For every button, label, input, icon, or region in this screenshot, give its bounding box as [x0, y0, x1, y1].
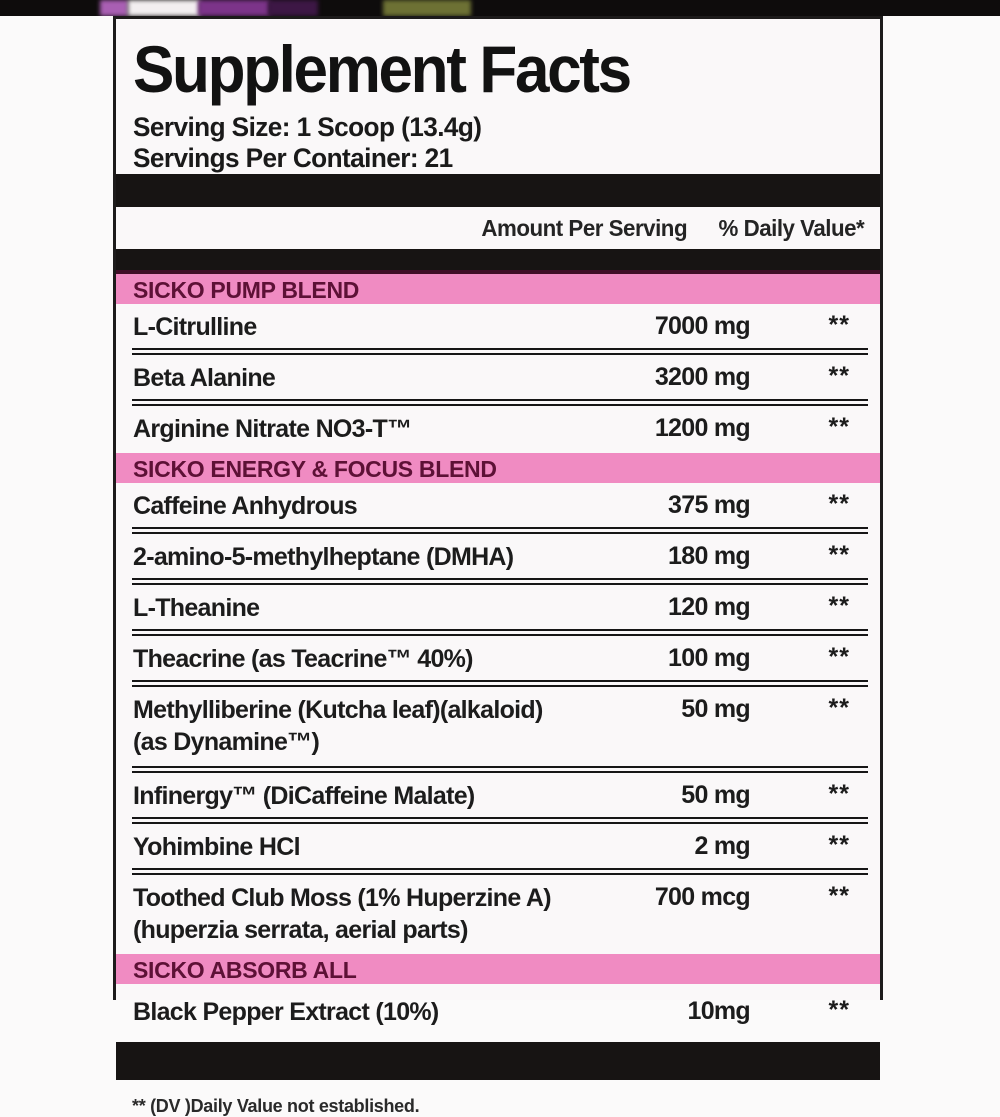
ingredient-amount: 2 mg	[694, 832, 750, 861]
ingredient-name: Methylliberine (Kutcha leaf)(alkaloid)	[133, 696, 543, 725]
ingredient-amount: 1200 mg	[654, 414, 750, 443]
ingredient-amount: 50 mg	[681, 695, 750, 724]
ingredient-name: Theacrine (as Teacrine™ 40%)	[133, 645, 473, 674]
column-header-row	[116, 207, 880, 249]
ingredient-row	[116, 824, 880, 866]
ingredient-row	[116, 304, 880, 346]
ingredient-row	[116, 355, 880, 397]
dv-value: **	[828, 413, 850, 442]
serving-block	[116, 19, 880, 174]
ingredient-name-line2: (as Dynamine™)	[133, 728, 320, 757]
ingredient-name: Caffeine Anhydrous	[133, 492, 357, 521]
daily-value-footnote: ** (DV )Daily Value not established.	[132, 1096, 420, 1117]
ingredient-row	[116, 406, 880, 453]
ingredient-row	[116, 636, 880, 678]
ingredient-row	[116, 687, 880, 764]
servings-per-container-text: Servings Per Container: 21	[133, 143, 453, 174]
dv-value: **	[828, 490, 850, 519]
row-separator	[132, 680, 868, 687]
dv-value: **	[828, 831, 850, 860]
section-header-pump-blend: SICKO PUMP BLEND	[116, 270, 880, 304]
column-header-daily-value: % Daily Value*	[718, 214, 864, 241]
row-separator	[132, 629, 868, 636]
dv-value: **	[828, 541, 850, 570]
photo-olive-patch	[383, 0, 471, 16]
ingredient-row	[116, 534, 880, 576]
row-separator	[132, 527, 868, 534]
ingredient-name: Black Pepper Extract (10%)	[133, 998, 439, 1027]
ingredient-amount: 120 mg	[668, 593, 750, 622]
ingredient-amount: 375 mg	[668, 491, 750, 520]
dv-value: **	[828, 362, 850, 391]
ingredient-row	[116, 875, 880, 954]
ingredient-name-group	[133, 882, 620, 946]
page-title: Supplement Facts	[133, 32, 630, 106]
section-header-energy-focus-blend: SICKO ENERGY & FOCUS BLEND	[116, 453, 880, 483]
product-photo-top-strip	[0, 0, 1000, 16]
ingredient-name: L-Theanine	[133, 594, 260, 623]
ingredient-row	[116, 585, 880, 627]
ingredient-name: Infinergy™ (DiCaffeine Malate)	[133, 782, 475, 811]
ingredient-name: 2-amino-5-methylheptane (DMHA)	[133, 543, 514, 572]
row-separator	[132, 348, 868, 355]
ingredient-amount: 3200 mg	[654, 363, 750, 392]
row-separator	[132, 578, 868, 585]
ingredient-amount: 7000 mg	[654, 312, 750, 341]
ingredient-row	[116, 483, 880, 525]
dv-value: **	[828, 592, 850, 621]
ingredient-name: Beta Alanine	[133, 364, 276, 393]
row-separator	[132, 868, 868, 875]
photo-purple-sliver	[100, 0, 128, 16]
dv-value: **	[828, 643, 850, 672]
supplement-facts-panel	[113, 16, 883, 1117]
dv-value: **	[828, 996, 850, 1025]
ingredient-name: Yohimbine HCl	[133, 833, 300, 862]
column-header-amount: Amount Per Serving	[481, 214, 687, 241]
ingredient-name-line2: (huperzia serrata, aerial parts)	[133, 916, 468, 945]
ingredient-row	[116, 773, 880, 815]
ingredient-name-group	[133, 694, 620, 758]
ingredient-amount: 50 mg	[681, 781, 750, 810]
separator-bar-header	[116, 249, 880, 270]
dv-value: **	[828, 694, 850, 723]
dv-value: **	[828, 882, 850, 911]
ingredient-name: Toothed Club Moss (1% Huperzine A)	[133, 884, 551, 913]
separator-bar-top	[116, 174, 880, 207]
ingredient-amount: 180 mg	[668, 542, 750, 571]
dv-value: **	[828, 780, 850, 809]
photo-white-patch	[128, 0, 200, 16]
row-separator	[132, 817, 868, 824]
separator-bar-bottom	[116, 1042, 880, 1080]
photo-purple-fade	[268, 0, 318, 16]
ingredient-name: Arginine Nitrate NO3-T™	[133, 415, 412, 444]
ingredient-name: L-Citrulline	[133, 313, 257, 342]
dv-value: **	[828, 311, 850, 340]
ingredient-amount: 10mg	[687, 997, 750, 1026]
section-header-absorb-all: SICKO ABSORB ALL	[116, 954, 880, 984]
ingredient-row	[116, 984, 880, 1042]
row-separator	[132, 766, 868, 773]
serving-size-text: Serving Size: 1 Scoop (13.4g)	[133, 112, 482, 143]
row-separator	[132, 399, 868, 406]
photo-purple-patch	[198, 0, 270, 16]
ingredient-amount: 100 mg	[668, 644, 750, 673]
ingredient-amount: 700 mcg	[654, 883, 750, 912]
